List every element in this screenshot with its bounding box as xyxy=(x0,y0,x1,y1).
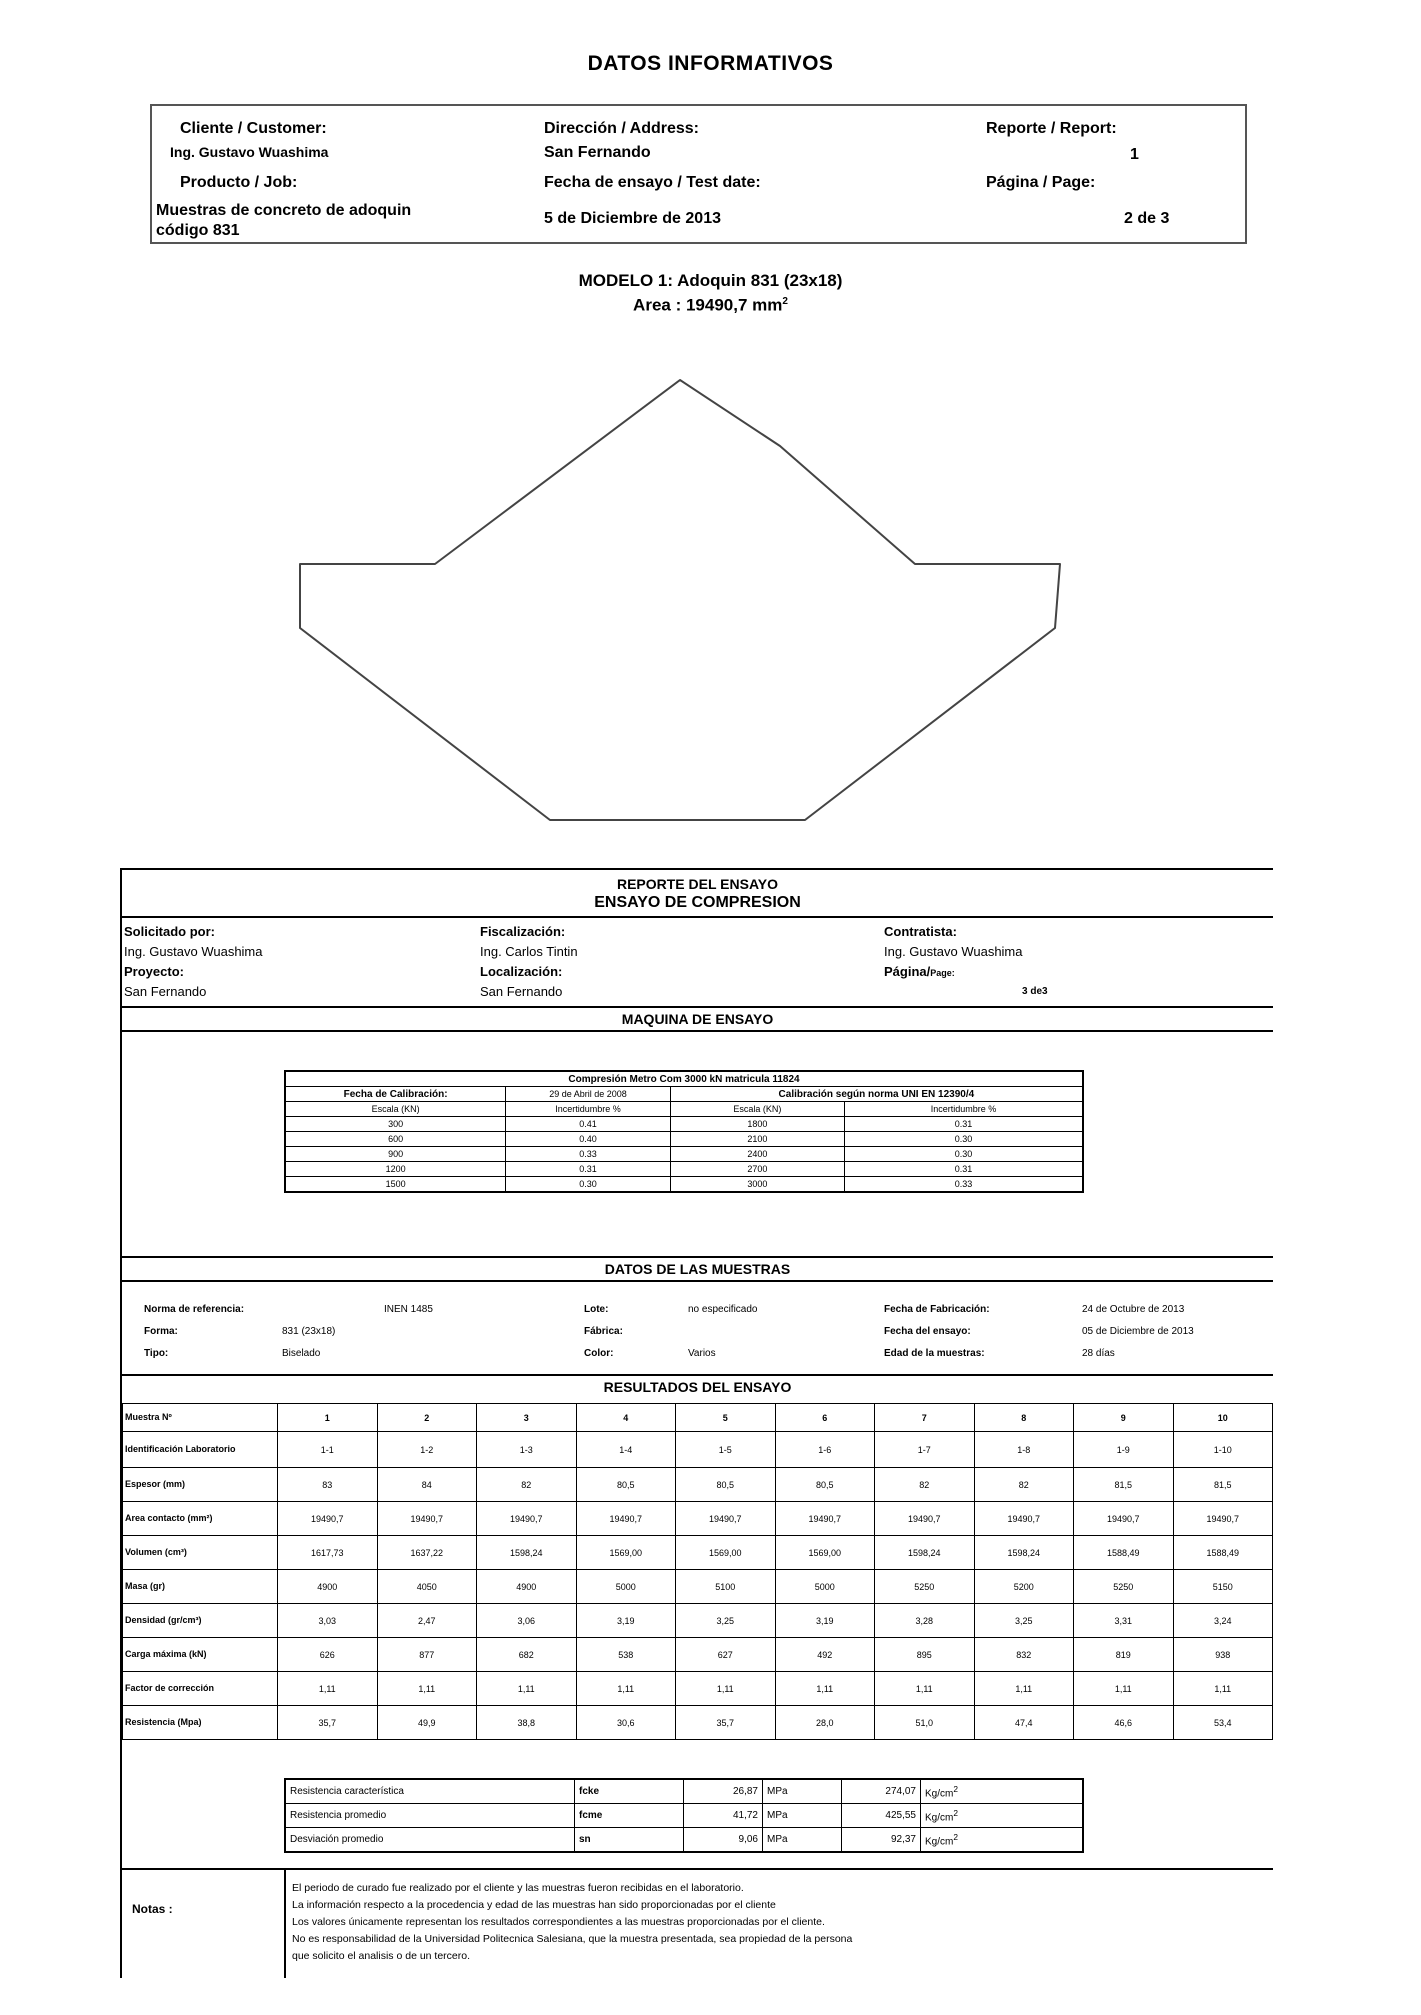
cell: 1-7 xyxy=(875,1432,975,1468)
cell: 8 xyxy=(974,1404,1074,1432)
cell: 1598,24 xyxy=(875,1536,975,1570)
cell: 1-6 xyxy=(775,1432,875,1468)
reporte-value: 1 xyxy=(1130,146,1139,163)
cell: 626 xyxy=(278,1638,378,1672)
cell: 84 xyxy=(377,1468,477,1502)
cell: 4 xyxy=(576,1404,676,1432)
cell: 0.41 xyxy=(506,1117,671,1132)
cell: 2700 xyxy=(670,1162,844,1177)
cell: 35,7 xyxy=(278,1706,378,1740)
info-box xyxy=(150,104,1247,244)
cell: 600 xyxy=(285,1132,506,1147)
proyecto-label: Proyecto: xyxy=(124,964,184,979)
contratista-value: Ing. Gustavo Wuashima xyxy=(884,944,1023,959)
test-report xyxy=(120,868,1273,1978)
cell: 2,47 xyxy=(377,1604,477,1638)
col-header: Incertidumbre % xyxy=(506,1102,671,1117)
producto-value-2: código 831 xyxy=(156,222,240,239)
cell: 5150 xyxy=(1173,1570,1273,1604)
table-row xyxy=(123,1706,1273,1740)
cell: 1588,49 xyxy=(1173,1536,1273,1570)
cell: 1,11 xyxy=(377,1672,477,1706)
cell: 19490,7 xyxy=(1074,1502,1174,1536)
divider xyxy=(122,1006,1273,1008)
fiscalizacion-value: Ing. Carlos Tintin xyxy=(480,944,578,959)
row-label: Densidad (gr/cm³) xyxy=(123,1604,278,1638)
cell: 5200 xyxy=(974,1570,1074,1604)
table-row xyxy=(285,1177,1083,1193)
calibracion-norma: Calibración según norma UNI EN 12390/4 xyxy=(670,1087,1083,1102)
cell: 2400 xyxy=(670,1147,844,1162)
cell: 49,9 xyxy=(377,1706,477,1740)
direccion-label: Dirección / Address: xyxy=(544,120,700,137)
tipo-label: Tipo: xyxy=(144,1348,169,1359)
summary-mpa: 41,72 xyxy=(684,1804,763,1828)
row-label: Resistencia (Mpa) xyxy=(123,1706,278,1740)
cell: 19490,7 xyxy=(477,1502,577,1536)
table-row xyxy=(285,1828,1083,1853)
producto-label: Producto / Job: xyxy=(180,174,298,191)
cell: 6 xyxy=(775,1404,875,1432)
cell: 0.40 xyxy=(506,1132,671,1147)
solicitado-label: Solicitado por: xyxy=(124,924,215,939)
cell: 46,6 xyxy=(1074,1706,1174,1740)
cell: 19490,7 xyxy=(676,1502,776,1536)
samples-section-title: DATOS DE LAS MUESTRAS xyxy=(604,1261,791,1277)
cell: 82 xyxy=(974,1468,1074,1502)
summary-symbol: fcke xyxy=(575,1779,684,1804)
table-row xyxy=(285,1804,1083,1828)
summary-label: Resistencia promedio xyxy=(285,1804,575,1828)
note-line: No es responsabilidad de la Universidad Politecnica Salesiana, que la muestra presentada, sea propiedad de la persona xyxy=(292,1933,853,1945)
cell: 0.30 xyxy=(845,1147,1083,1162)
notes-text xyxy=(284,1870,1275,1978)
cell: 47,4 xyxy=(974,1706,1074,1740)
table-row xyxy=(123,1468,1273,1502)
cell: 877 xyxy=(377,1638,477,1672)
table-row xyxy=(123,1604,1273,1638)
forma-value: 831 (23x18) xyxy=(282,1326,336,1337)
cell: 1 xyxy=(278,1404,378,1432)
model-line-1: MODELO 1: Adoquin 831 (23x18) xyxy=(578,271,843,290)
fecha-ens-label: Fecha del ensayo: xyxy=(884,1326,971,1337)
summary-kg: 92,37 xyxy=(842,1828,921,1853)
model-line-2: Area : 19490,7 $mm^2$ xyxy=(633,295,788,315)
direccion-value: San Fernando xyxy=(544,144,651,161)
results-table xyxy=(122,1403,1273,1740)
cell: 1569,00 xyxy=(775,1536,875,1570)
divider xyxy=(122,916,1273,918)
report-title-2: ENSAYO DE COMPRESION xyxy=(594,894,801,911)
cell: 3,19 xyxy=(576,1604,676,1638)
summary-kg: 425,55 xyxy=(842,1804,921,1828)
cell: 300 xyxy=(285,1117,506,1132)
cell: 4050 xyxy=(377,1570,477,1604)
table-row xyxy=(285,1162,1083,1177)
cell: 1569,00 xyxy=(676,1536,776,1570)
table-row xyxy=(285,1132,1083,1147)
cell: 1,11 xyxy=(875,1672,975,1706)
cell: 5 xyxy=(676,1404,776,1432)
cell: 3,28 xyxy=(875,1604,975,1638)
page-title: DATOS INFORMATIVOS xyxy=(587,52,834,75)
cell: 83 xyxy=(278,1468,378,1502)
table-row xyxy=(123,1404,1273,1432)
cell: 80,5 xyxy=(676,1468,776,1502)
tipo-value: Biselado xyxy=(282,1348,321,1359)
cell: 1588,49 xyxy=(1074,1536,1174,1570)
summary-mpa: 9,06 xyxy=(684,1828,763,1853)
cell: 19490,7 xyxy=(377,1502,477,1536)
pagina-label: Página / Page: xyxy=(986,174,1096,191)
note-line: que solicito el analisis o de un tercero. xyxy=(292,1950,471,1962)
cell: 19490,7 xyxy=(974,1502,1074,1536)
table-row xyxy=(285,1117,1083,1132)
cell: 1,11 xyxy=(1173,1672,1273,1706)
summary-table xyxy=(284,1778,1084,1853)
norma-label: Norma de referencia: xyxy=(144,1304,245,1315)
cell: 30,6 xyxy=(576,1706,676,1740)
fiscalizacion-label: Fiscalización: xyxy=(480,924,566,939)
cell: 1569,00 xyxy=(576,1536,676,1570)
row-label: Identificación Laboratorio xyxy=(123,1432,278,1468)
cell: 1,11 xyxy=(974,1672,1074,1706)
cell: 832 xyxy=(974,1638,1074,1672)
fecha-calibracion-value: 29 de Abril de 2008 xyxy=(506,1087,671,1102)
cell: 3,19 xyxy=(775,1604,875,1638)
cell: 9 xyxy=(1074,1404,1174,1432)
cell: 5000 xyxy=(576,1570,676,1604)
machine-section-title: MAQUINA DE ENSAYO xyxy=(621,1011,774,1027)
cell: 1200 xyxy=(285,1162,506,1177)
cell: 2100 xyxy=(670,1132,844,1147)
cell: 3000 xyxy=(670,1177,844,1193)
cell: 19490,7 xyxy=(775,1502,875,1536)
row-label: Muestra Nº xyxy=(123,1404,278,1432)
table-row xyxy=(123,1638,1273,1672)
divider xyxy=(122,1256,1273,1258)
cell: 10 xyxy=(1173,1404,1273,1432)
table-row xyxy=(123,1502,1273,1536)
cell: 38,8 xyxy=(477,1706,577,1740)
cell: 3,03 xyxy=(278,1604,378,1638)
cell: 82 xyxy=(875,1468,975,1502)
cell: 5250 xyxy=(875,1570,975,1604)
cell: 1-8 xyxy=(974,1432,1074,1468)
cell: 492 xyxy=(775,1638,875,1672)
cell: 1500 xyxy=(285,1177,506,1193)
reporte-label: Reporte / Report: xyxy=(986,120,1117,137)
cell: 1598,24 xyxy=(477,1536,577,1570)
fecha-fab-label: Fecha de Fabricación: xyxy=(884,1304,990,1315)
notes-label: Notas : xyxy=(132,1902,173,1916)
cell: 80,5 xyxy=(775,1468,875,1502)
cell: 35,7 xyxy=(676,1706,776,1740)
color-label: Color: xyxy=(584,1348,614,1359)
cell: 627 xyxy=(676,1638,776,1672)
cell: 1-5 xyxy=(676,1432,776,1468)
model-heading xyxy=(0,270,1421,316)
cell: 1-1 xyxy=(278,1432,378,1468)
cell: 19490,7 xyxy=(1173,1502,1273,1536)
cell: 3 xyxy=(477,1404,577,1432)
cell: 0.31 xyxy=(506,1162,671,1177)
col-header: Escala (KN) xyxy=(285,1102,506,1117)
cell: 1800 xyxy=(670,1117,844,1132)
row-label: Volumen (cm³) xyxy=(123,1536,278,1570)
cell: 82 xyxy=(477,1468,577,1502)
summary-mpa: 26,87 xyxy=(684,1779,763,1804)
cell: 1,11 xyxy=(676,1672,776,1706)
forma-label: Forma: xyxy=(144,1326,178,1337)
cell: 1-3 xyxy=(477,1432,577,1468)
color-value: Varios xyxy=(688,1348,716,1359)
cell: 1,11 xyxy=(477,1672,577,1706)
cell: 1-10 xyxy=(1173,1432,1273,1468)
cliente-value: Ing. Gustavo Wuashima xyxy=(170,144,329,160)
cell: 1,11 xyxy=(278,1672,378,1706)
cell: 3,06 xyxy=(477,1604,577,1638)
cell: 19490,7 xyxy=(576,1502,676,1536)
summary-kg-unit: $Kg/cm^2$ xyxy=(921,1828,1084,1853)
summary-kg-unit: $Kg/cm^2$ xyxy=(921,1804,1084,1828)
cell: 0.31 xyxy=(845,1117,1083,1132)
divider xyxy=(122,1280,1273,1282)
cell: 5000 xyxy=(775,1570,875,1604)
fecha-value: 5 de Diciembre de 2013 xyxy=(544,210,721,227)
paver-shape-drawing xyxy=(290,370,1070,840)
cell: 819 xyxy=(1074,1638,1174,1672)
summary-mpa-unit: MPa xyxy=(763,1779,842,1804)
cell: 1,11 xyxy=(775,1672,875,1706)
row-label: Carga máxima (kN) xyxy=(123,1638,278,1672)
cell: 4900 xyxy=(278,1570,378,1604)
summary-mpa-unit: MPa xyxy=(763,1828,842,1853)
cell: 2 xyxy=(377,1404,477,1432)
note-line: La información respecto a la procedencia y edad de las muestras han sido proporcionadas por el cliente xyxy=(292,1899,776,1911)
cell: 895 xyxy=(875,1638,975,1672)
cell: 53,4 xyxy=(1173,1706,1273,1740)
row-label: Factor de corrección xyxy=(123,1672,278,1706)
cell: 81,5 xyxy=(1173,1468,1273,1502)
cell: 1598,24 xyxy=(974,1536,1074,1570)
divider xyxy=(122,1374,1273,1376)
lote-label: Lote: xyxy=(584,1304,609,1315)
cell: 0.30 xyxy=(845,1132,1083,1147)
fabrica-label: Fábrica: xyxy=(584,1326,623,1337)
cell: 1,11 xyxy=(1074,1672,1174,1706)
cell: 1,11 xyxy=(576,1672,676,1706)
col-header: Incertidumbre % xyxy=(845,1102,1083,1117)
cell: 1-2 xyxy=(377,1432,477,1468)
localizacion-label: Localización: xyxy=(480,964,563,979)
row-label: Espesor (mm) xyxy=(123,1468,278,1502)
cell: 4900 xyxy=(477,1570,577,1604)
cell: 51,0 xyxy=(875,1706,975,1740)
report-title-1: REPORTE DEL ENSAYO xyxy=(616,876,779,892)
summary-symbol: sn xyxy=(575,1828,684,1853)
table-row xyxy=(123,1536,1273,1570)
edad-label: Edad de la muestras: xyxy=(884,1348,985,1359)
proyecto-value: San Fernando xyxy=(124,984,207,999)
cell: 19490,7 xyxy=(278,1502,378,1536)
table-row xyxy=(123,1672,1273,1706)
cell: 0.31 xyxy=(845,1162,1083,1177)
results-section-title: RESULTADOS DEL ENSAYO xyxy=(603,1379,792,1395)
cell: 1617,73 xyxy=(278,1536,378,1570)
cell: 7 xyxy=(875,1404,975,1432)
row-label: Area contacto (mm²) xyxy=(123,1502,278,1536)
cell: 1-4 xyxy=(576,1432,676,1468)
producto-value-1: Muestras de concreto de adoquin xyxy=(156,202,412,219)
cell: 538 xyxy=(576,1638,676,1672)
pagina-value: 2 de 3 xyxy=(1124,210,1170,227)
cell: 3,25 xyxy=(974,1604,1074,1638)
note-line: El periodo de curado fue realizado por el cliente y las muestras fueron recibidas en el laboratorio. xyxy=(292,1882,744,1894)
col-header: Escala (KN) xyxy=(670,1102,844,1117)
row-label: Masa (gr) xyxy=(123,1570,278,1604)
summary-kg: 274,07 xyxy=(842,1779,921,1804)
cell: 5250 xyxy=(1074,1570,1174,1604)
summary-symbol: fcme xyxy=(575,1804,684,1828)
norma-value: INEN 1485 xyxy=(384,1304,433,1315)
table-row xyxy=(285,1147,1083,1162)
cell: 682 xyxy=(477,1638,577,1672)
cell: 0.33 xyxy=(506,1147,671,1162)
cell: 1-9 xyxy=(1074,1432,1174,1468)
fecha-ens-value: 05 de Diciembre de 2013 xyxy=(1082,1326,1194,1337)
fecha-fab-value: 24 de Octubre de 2013 xyxy=(1082,1304,1185,1315)
divider xyxy=(122,1030,1273,1032)
cell: 0.30 xyxy=(506,1177,671,1193)
cliente-label: Cliente / Customer: xyxy=(180,120,327,137)
contratista-label: Contratista: xyxy=(884,924,957,939)
cell: 900 xyxy=(285,1147,506,1162)
summary-label: Desviación promedio xyxy=(285,1828,575,1853)
note-line: Los valores únicamente representan los resultados correspondientes a las muestras proporcionadas por el cliente. xyxy=(292,1916,825,1928)
solicitado-value: Ing. Gustavo Wuashima xyxy=(124,944,263,959)
summary-kg-unit: $Kg/cm^2$ xyxy=(921,1779,1084,1804)
cell: 3,25 xyxy=(676,1604,776,1638)
cell: 938 xyxy=(1173,1638,1273,1672)
summary-mpa-unit: MPa xyxy=(763,1804,842,1828)
calibration-title: Compresión Metro Com 3000 kN matricula 11824 xyxy=(285,1071,1083,1087)
localizacion-value: San Fernando xyxy=(480,984,563,999)
cell: 1637,22 xyxy=(377,1536,477,1570)
cell: 81,5 xyxy=(1074,1468,1174,1502)
cell: 80,5 xyxy=(576,1468,676,1502)
table-row xyxy=(123,1570,1273,1604)
report-pagina-label: Página/Page: xyxy=(884,964,955,979)
table-row xyxy=(285,1779,1083,1804)
fecha-label: Fecha de ensayo / Test date: xyxy=(544,174,761,191)
edad-value: 28 días xyxy=(1082,1348,1115,1359)
cell: 28,0 xyxy=(775,1706,875,1740)
cell: 0.33 xyxy=(845,1177,1083,1193)
lote-value: no especificado xyxy=(688,1304,758,1315)
cell: 3,31 xyxy=(1074,1604,1174,1638)
report-pagina-value: 3 de3 xyxy=(1022,986,1048,997)
calibration-table xyxy=(284,1070,1084,1193)
cell: 19490,7 xyxy=(875,1502,975,1536)
fecha-calibracion-label: Fecha de Calibración: xyxy=(285,1087,506,1102)
summary-label: Resistencia característica xyxy=(285,1779,575,1804)
cell: 5100 xyxy=(676,1570,776,1604)
table-row xyxy=(123,1432,1273,1468)
cell: 3,24 xyxy=(1173,1604,1273,1638)
